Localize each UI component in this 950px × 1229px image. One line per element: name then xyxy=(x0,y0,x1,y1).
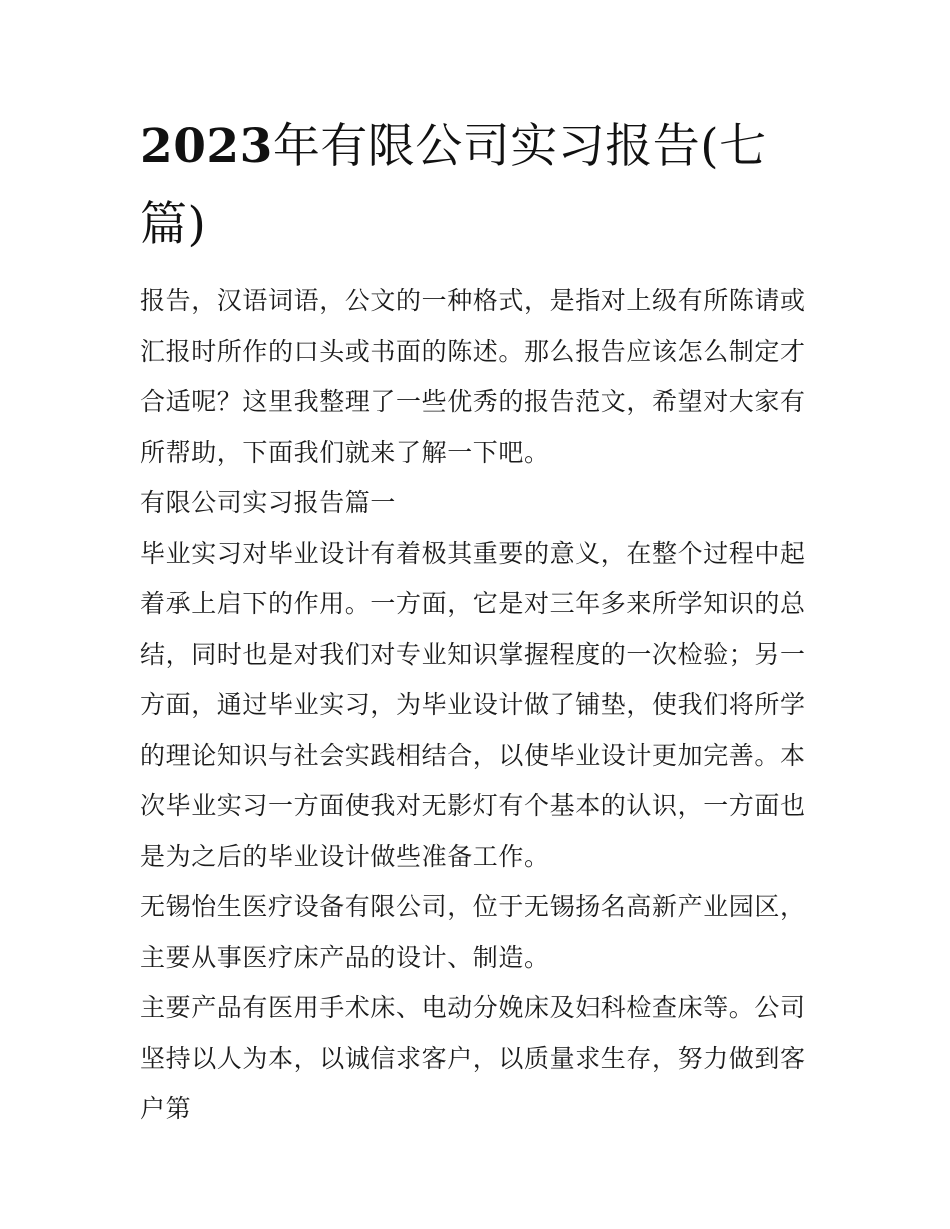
intro-paragraph: 报告，汉语词语，公文的一种格式，是指对上级有所陈请或汇报时所作的口头或书面的陈述。那么报告应该怎么制定才合适呢？这里我整理了一些优秀的报告范文，希望对大家有所帮助，下面我们就来了解一下吧。 xyxy=(140,286,806,467)
document-title xyxy=(140,108,800,264)
title-text: 年有限公司实习报告(七篇) xyxy=(140,119,767,252)
section-heading: 有限公司实习报告篇一 xyxy=(140,488,397,517)
document-body xyxy=(140,276,812,1135)
body-paragraph: 主要产品有医用手术床、电动分娩床及妇科检查床等。公司坚持以人为本，以诚信求客户，以质量求生存，努力做到客户第 xyxy=(140,993,806,1123)
body-paragraph: 无锡怡生医疗设备有限公司，位于无锡扬名高新产业园区，主要从事医疗床产品的设计、制造。 xyxy=(140,892,806,972)
title-year: 2023 xyxy=(140,119,273,174)
body-paragraph: 毕业实习对毕业设计有着极其重要的意义，在整个过程中起着承上启下的作用。一方面，它是对三年多来所学知识的总结，同时也是对我们对专业知识掌握程度的一次检验；另一方面，通过毕业实习，为毕业设计做了铺垫，使我们将所学的理论知识与社会实践相结合，以使毕业设计更加完善。本次毕业实习一方面使我对无影灯有个基本的认识，一方面也是为之后的毕业设计做些准备工作。 xyxy=(140,538,806,871)
